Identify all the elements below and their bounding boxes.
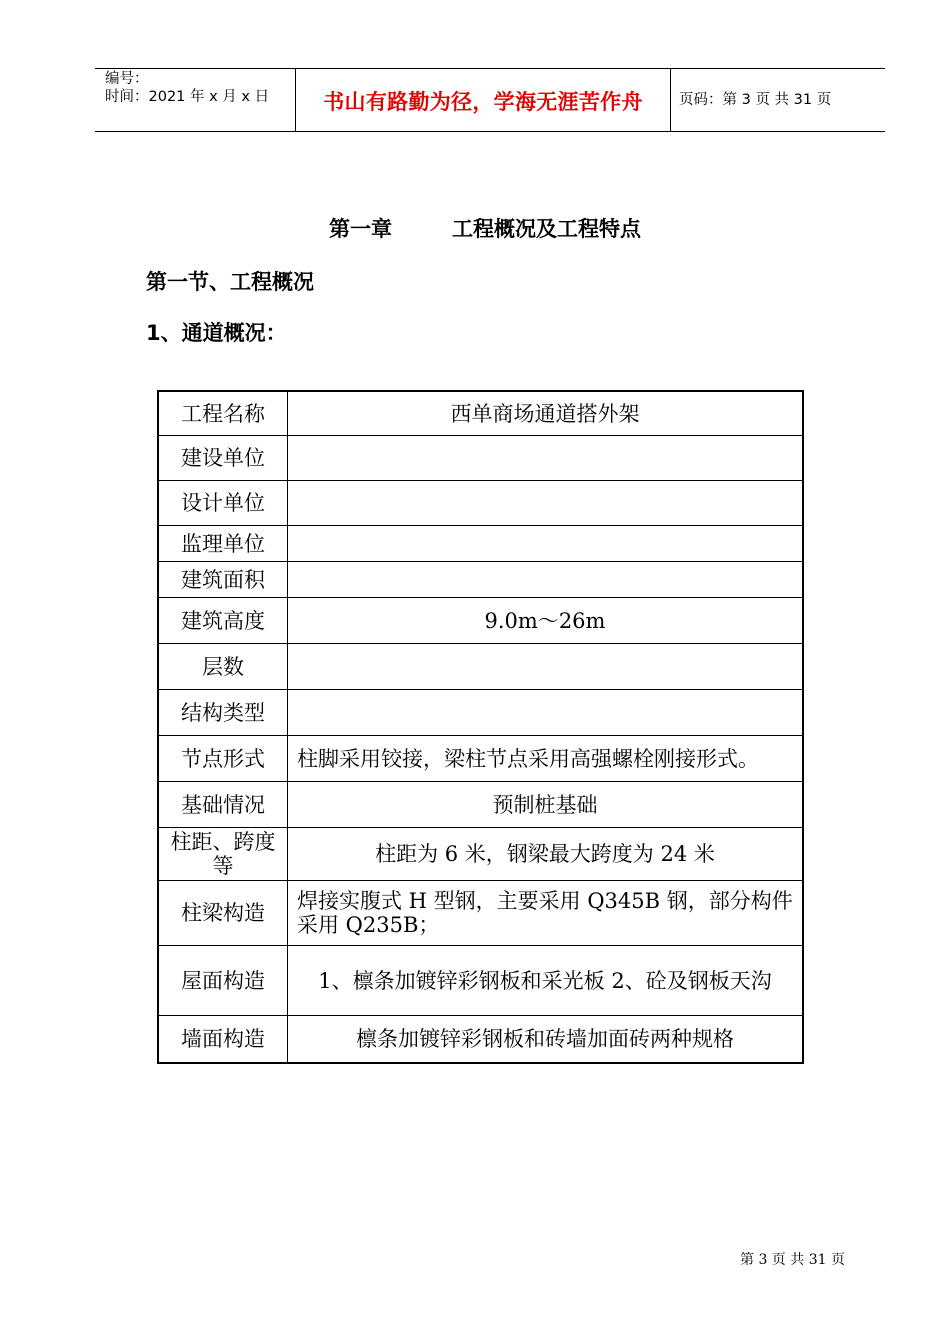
table-row	[159, 481, 802, 526]
row-label: 墙面构造	[159, 1016, 288, 1062]
row-value	[288, 562, 802, 597]
row-label: 层数	[159, 644, 288, 689]
table-row	[159, 736, 802, 782]
row-label: 建设单位	[159, 436, 288, 480]
header-motto-cell	[295, 69, 671, 131]
row-label: 工程名称	[159, 392, 288, 435]
table-row	[159, 436, 802, 481]
row-value	[288, 481, 802, 525]
header-page-cell	[670, 69, 885, 131]
row-label: 建筑高度	[159, 598, 288, 643]
project-overview-table	[157, 390, 804, 1064]
table-row	[159, 598, 802, 644]
table-row	[159, 526, 802, 562]
doc-number-label: 编号：	[105, 71, 149, 87]
row-value: 西单商场通道搭外架	[450, 401, 640, 426]
row-value: 预制桩基础	[492, 792, 598, 817]
chapter-number: 第一章	[329, 217, 392, 241]
row-value: 1、檩条加镀锌彩钢板和采光板 2、砼及钢板天沟	[318, 968, 772, 993]
row-value	[288, 526, 802, 561]
subsection-heading: 1、通道概况：	[146, 321, 287, 345]
page-header	[95, 68, 885, 132]
table-row	[159, 562, 802, 598]
row-value: 柱脚采用铰接，梁柱节点采用高强螺栓刚接形式。	[297, 746, 759, 771]
header-page-info: 页码：第 3 页 共 31 页	[679, 92, 832, 108]
row-value	[288, 644, 802, 689]
row-label: 柱梁构造	[159, 881, 288, 945]
table-row	[159, 690, 802, 736]
row-value: 檩条加镀锌彩钢板和砖墙加面砖两种规格	[356, 1027, 734, 1051]
row-label: 节点形式	[159, 736, 288, 781]
chapter-heading	[329, 213, 641, 243]
table-row	[159, 881, 802, 946]
section-heading: 第一节、工程概况	[146, 270, 314, 294]
table-row	[159, 392, 802, 436]
row-value: 柱距为 6 米，钢梁最大跨度为 24 米	[375, 842, 715, 866]
page-footer: 第 3 页 共 31 页	[740, 1252, 845, 1268]
row-value	[288, 436, 802, 480]
chapter-title: 工程概况及工程特点	[452, 217, 641, 241]
row-label: 监理单位	[159, 526, 288, 561]
row-label: 基础情况	[159, 782, 288, 827]
table-row	[159, 946, 802, 1016]
header-motto: 书山有路勤为径，学海无涯苦作舟	[323, 90, 643, 114]
table-row	[159, 782, 802, 828]
table-row	[159, 1016, 802, 1062]
row-label: 建筑面积	[159, 562, 288, 597]
row-label: 屋面构造	[159, 946, 288, 1015]
row-value: 焊接实腹式 H 型钢，主要采用 Q345B 钢，部分构件采用 Q235B；	[297, 889, 793, 937]
table-row	[159, 828, 802, 881]
doc-time-label: 时间：2021 年 x 月 x 日	[105, 89, 270, 105]
header-meta-cell	[95, 69, 295, 131]
row-value	[288, 690, 802, 735]
row-label: 柱距、跨度等	[159, 828, 288, 880]
row-label: 设计单位	[159, 481, 288, 525]
table-row	[159, 644, 802, 690]
row-value: 9.0m～26m	[484, 608, 606, 633]
row-label: 结构类型	[159, 690, 288, 735]
